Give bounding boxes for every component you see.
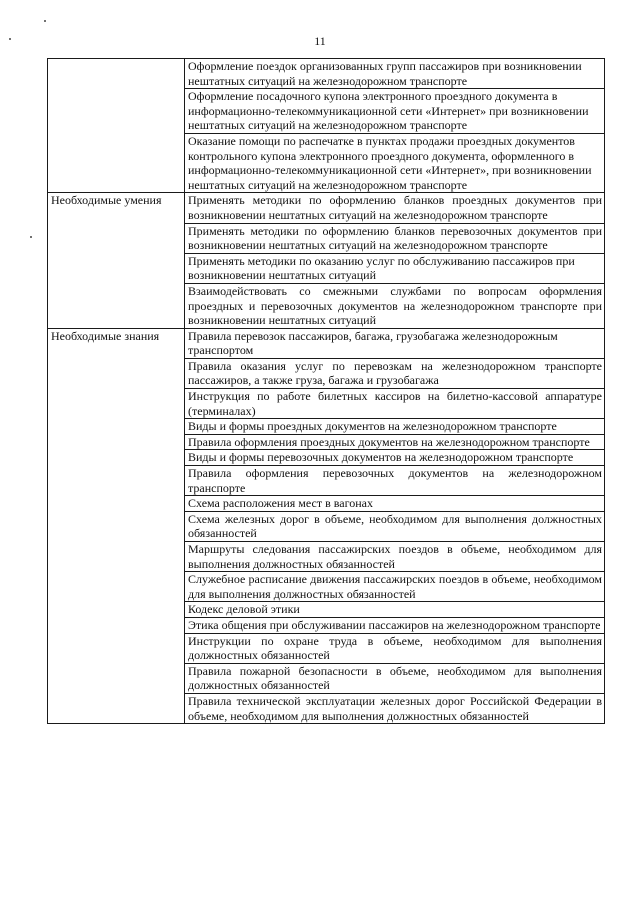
requirement-cell: Маршруты следования пассажирских поездов в объеме, необходимом для выполнения должностных обязанностей — [185, 542, 605, 572]
scan-speck — [30, 236, 32, 238]
requirement-cell: Инструкция по работе билетных кассиров на билетно-кассовой аппаратуре (терминалах) — [185, 389, 605, 419]
scan-speck — [9, 38, 11, 40]
requirement-cell: Применять методики по оказанию услуг по обслуживанию пассажиров при возникновении нештатных ситуаций — [185, 253, 605, 283]
requirement-cell: Применять методики по оформлению бланков проездных документов при возникновении нештатных ситуаций на железнодорожном транспорте — [185, 193, 605, 223]
requirement-cell: Кодекс деловой этики — [185, 602, 605, 618]
scan-speck — [44, 20, 46, 22]
table-row — [48, 59, 605, 89]
table-row — [48, 328, 605, 358]
requirement-cell: Правила оформления проездных документов на железнодорожном транспорте — [185, 434, 605, 450]
requirement-cell: Оказание помощи по распечатке в пунктах продажи проездных документов контрольного купона электронного проездного документа, оформленного в информационно-телекоммуникационной сети «Интернет», при возникновении нештатных ситуаций на железнодорожном транспорте — [185, 133, 605, 192]
section-label: Необходимые умения — [48, 193, 185, 328]
requirement-cell: Виды и формы проездных документов на железнодорожном транспорте — [185, 419, 605, 435]
requirement-cell: Этика общения при обслуживании пассажиров на железнодорожном транспорте — [185, 617, 605, 633]
requirements-table — [47, 58, 605, 724]
requirement-cell: Оформление поездок организованных групп пассажиров при возникновении нештатных ситуаций на железнодорожном транспорте — [185, 59, 605, 89]
requirement-cell: Правила оказания услуг по перевозкам на железнодорожном транспорте пассажиров, а также груза, багажа и грузобагажа — [185, 358, 605, 388]
table-body — [48, 59, 605, 724]
section-label: Необходимые знания — [48, 328, 185, 723]
requirement-cell: Оформление посадочного купона электронного проездного документа в информационно-телекоммуникационной сети «Интернет» при возникновении нештатных ситуаций на железнодорожном транспорте — [185, 89, 605, 134]
requirement-cell: Служебное расписание движения пассажирских поездов в объеме, необходимом для выполнения должностных обязанностей — [185, 572, 605, 602]
requirement-cell: Схема железных дорог в объеме, необходимом для выполнения должностных обязанностей — [185, 511, 605, 541]
requirement-cell: Правила оформления перевозочных документов на железнодорожном транспорте — [185, 466, 605, 496]
requirement-cell: Виды и формы перевозочных документов на железнодорожном транспорте — [185, 450, 605, 466]
requirement-cell: Правила пожарной безопасности в объеме, необходимом для выполнения должностных обязанностей — [185, 663, 605, 693]
requirement-cell: Правила перевозок пассажиров, багажа, грузобагажа железнодорожным транспортом — [185, 328, 605, 358]
requirement-cell: Инструкции по охране труда в объеме, необходимом для выполнения должностных обязанностей — [185, 633, 605, 663]
requirement-cell: Применять методики по оформлению бланков перевозочных документов при возникновении нештатных ситуаций на железнодорожном транспорте — [185, 223, 605, 253]
requirement-cell: Схема расположения мест в вагонах — [185, 496, 605, 512]
table-row — [48, 193, 605, 223]
page-number: 11 — [314, 34, 326, 48]
requirement-cell: Правила технической эксплуатации железных дорог Российской Федерации в объеме, необходимом для выполнения должностных обязанностей — [185, 693, 605, 723]
requirement-cell: Взаимодействовать со смежными службами по вопросам оформления проездных и перевозочных документов на железнодорожном транспорте при возникновении нештатных ситуаций — [185, 283, 605, 328]
section-label — [48, 59, 185, 193]
